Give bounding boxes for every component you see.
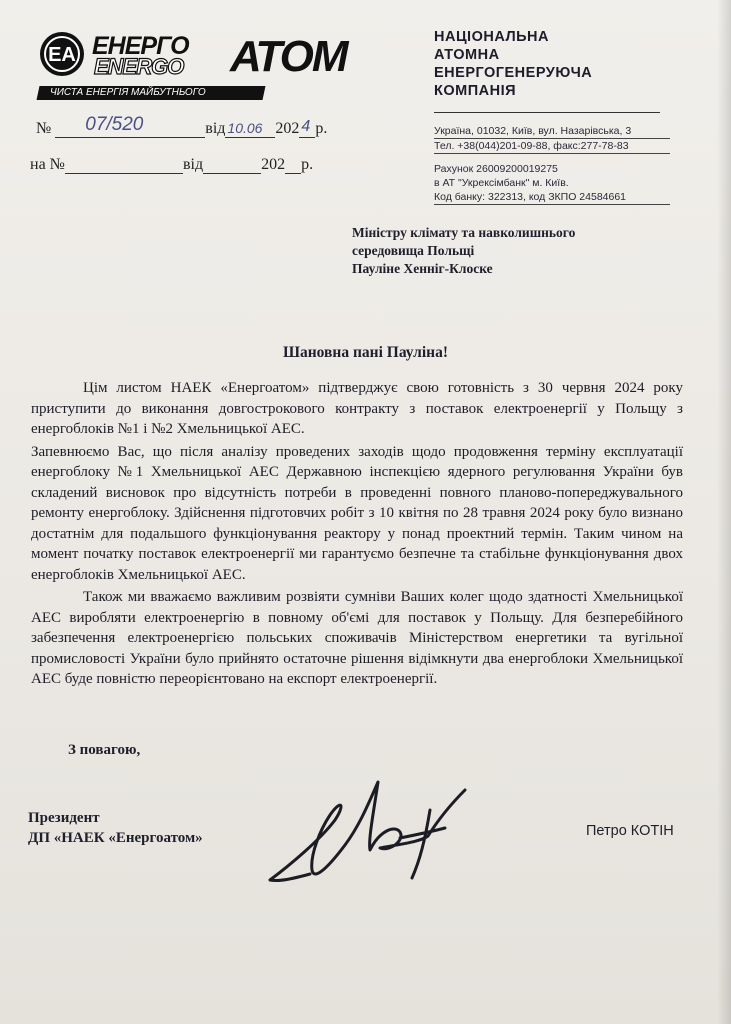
- energoatom-logo-mark-icon: [38, 30, 86, 78]
- greeting: Шановна пані Пауліна!: [282, 344, 448, 361]
- company-account: Рахунок 26009200019275: [434, 163, 558, 175]
- outgoing-year-end: р.: [315, 120, 328, 137]
- letter-body: [31, 378, 683, 692]
- outgoing-date-handwritten: 10.06: [227, 120, 263, 136]
- closing-regards: З повагою,: [68, 742, 141, 758]
- energoatom-logo: [38, 30, 383, 102]
- handwritten-signature-icon: [250, 770, 480, 900]
- outgoing-year-prefix: 202: [275, 120, 300, 137]
- incoming-number-prefix: на №: [30, 156, 65, 173]
- company-codes: Код банку: 322313, код ЗКПО 24584661: [434, 190, 670, 205]
- logo-tagline-text: ЧИСТА ЕНЕРГІЯ МАЙБУТНЬОГО: [50, 87, 206, 98]
- company-divider: [434, 112, 660, 113]
- addressee-block: [352, 224, 575, 278]
- logo-word-energo: ЕНЕРГО: [92, 32, 189, 60]
- company-name-line: АТОМНА: [434, 47, 500, 63]
- body-paragraph-1: Цім листом НАЕК «Енергоатом» підтверджує свою готовність з 30 червня 2024 року приступити до виконання довгострокового контракту з поставок електроенергії у Польщу з енергоблоків №1 і №2 Хмельницької АЕС.: [31, 380, 683, 437]
- signatory-title-line: Президент: [28, 810, 100, 826]
- incoming-year: 202: [261, 156, 286, 173]
- body-paragraph-2: Запевнюємо Вас, що після аналізу проведених заходів щодо продовження терміну експлуатації енергоблоку №1 Хмельницької АЕС Державною інспекцією ядерного регулювання України був складений висновок про відсутність потреби в проведенні повного планово-попереджувального ремонту енергоблоку. Здійснення підготовчих робіт з 10 квітня по 28 травня 2024 року було визнано достатнім для подальшого функціонування реактору у понад проектний термін. Таким чином на момент початку поставок електроенергії ми гарантуємо безпечне та стабільне функціонування двох енергоблоків Хмельницької АЕС.: [31, 443, 683, 583]
- outgoing-number-field: [55, 114, 205, 138]
- company-address: Україна, 01032, Київ, вул. Назарівська, 3: [434, 124, 670, 139]
- logo-tagline: [37, 86, 266, 100]
- company-phone: Тел. +38(044)201-09-88, факс:277-78-83: [434, 139, 670, 154]
- incoming-year-end: р.: [301, 156, 314, 173]
- outgoing-year-field: [299, 120, 315, 138]
- signatory-name: Петро КОТІН: [586, 823, 674, 839]
- addressee-line: Пауліне Хенніг-Клоске: [352, 261, 493, 276]
- incoming-date-field: [203, 156, 261, 174]
- page-edge-shadow: [717, 0, 731, 1024]
- company-name-line: НАЦІОНАЛЬНА: [434, 29, 550, 45]
- company-name-block: [434, 28, 592, 100]
- outgoing-registration: [36, 114, 328, 138]
- incoming-date-prefix: від: [182, 156, 204, 173]
- addressee-line: середовища Польщі: [352, 243, 475, 258]
- body-paragraph-3: Також ми вважаємо важливим розвіяти сумніви Ваших колег щодо здатності Хмельницької АЕС виробляти електроенергію в повному об'ємі для поставок у Польщу. Для безперебійного забезпечення електроенергією польських споживачів Міністерством енергетики та вугільної промисловості України було прийнято остаточне рішення відімкнути два енергоблоки Хмельницької АЕС буде повністю переорієнтовано на експорт електроенергії.: [31, 589, 683, 687]
- addressee-line: Міністру клімату та навколишнього: [352, 225, 576, 240]
- company-name-line: ЕНЕРГОГЕНЕРУЮЧА: [434, 65, 593, 81]
- incoming-registration: [30, 156, 313, 174]
- company-contacts: [434, 124, 670, 205]
- outgoing-number-prefix: №: [36, 120, 52, 137]
- signatory-title: [28, 808, 203, 848]
- outgoing-year-handwritten: 4: [301, 118, 311, 135]
- signatory-title-line: ДП «НАЕК «Енергоатом»: [28, 830, 203, 846]
- outgoing-date-field: [225, 120, 275, 138]
- outgoing-date-prefix: від: [205, 120, 226, 137]
- logo-word-energo-latin: ENERGO: [94, 54, 184, 79]
- logo-mark-letters: EA: [48, 44, 76, 66]
- company-name-line: КОМПАНІЯ: [434, 83, 517, 99]
- incoming-number-field: [65, 156, 183, 174]
- outgoing-number-handwritten: 07/520: [85, 114, 144, 135]
- company-bank: в АТ "Укрексімбанк" м. Київ.: [434, 177, 569, 189]
- logo-word-atom: АТОМ: [230, 32, 347, 81]
- incoming-year-field: [285, 156, 301, 174]
